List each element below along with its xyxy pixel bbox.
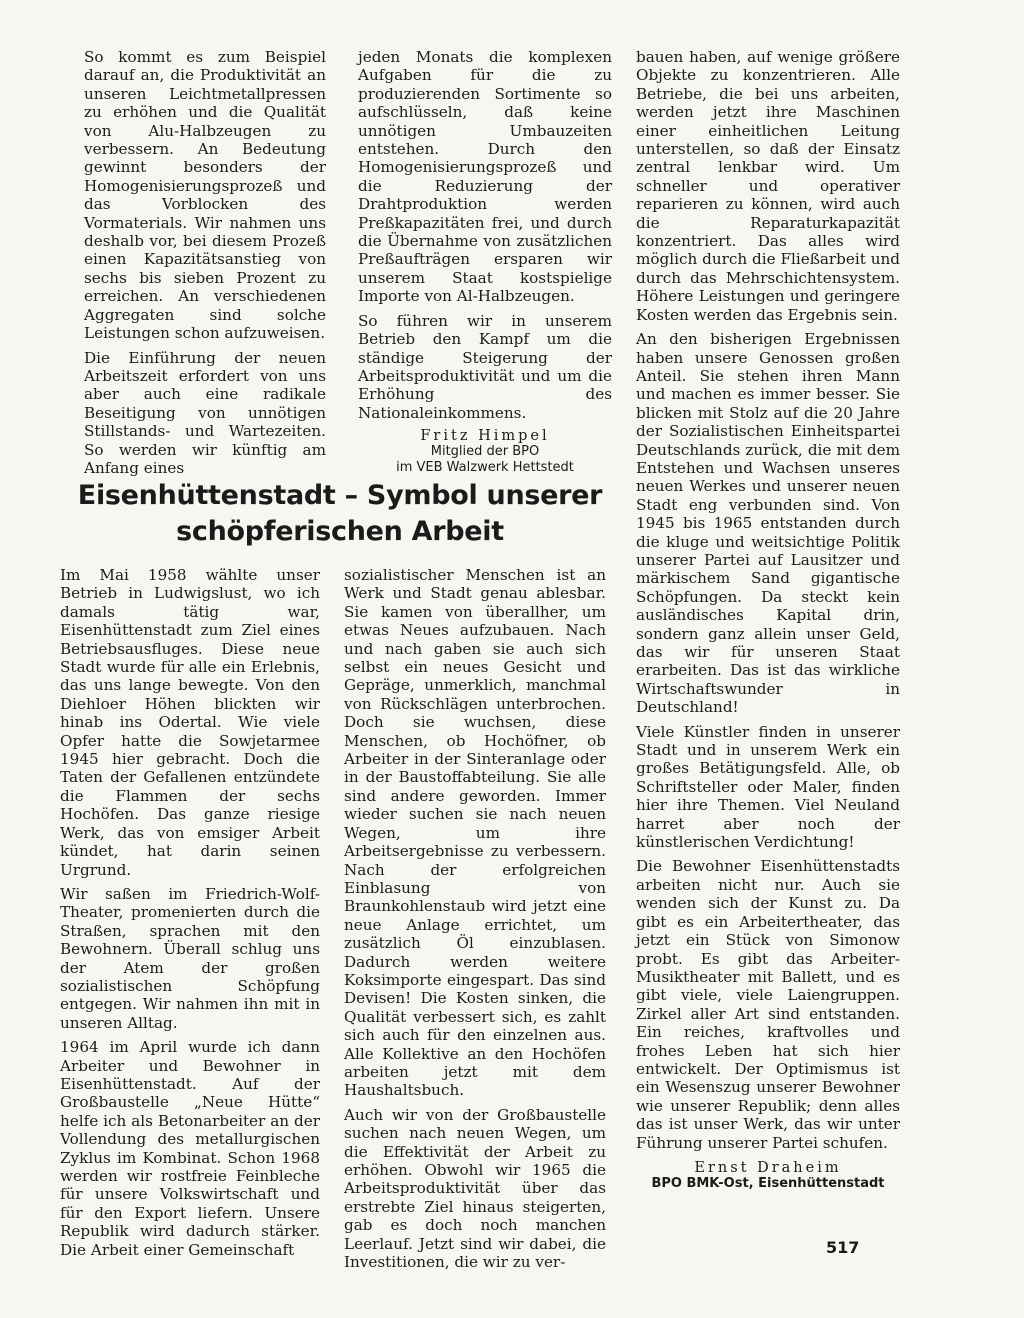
author-name: Ernst Draheim bbox=[694, 1159, 842, 1176]
paragraph: sozialistischer Menschen ist an Werk und Stadt genau ablesbar. Sie kamen von überallher, um etwas Neues aufzubauen. Nach und nach gaben sie auch sich selbst ein neues Gesicht und Gepräge, unmerklich, manchmal von Rückschlägen unterbrochen. Doch sie wuchsen, diese Menschen, ob Hochöfner, ob Arbeiter in der Sinteranlage oder in der Baustoffabteilung. Sie alle sind andere geworden. Immer wieder suchen sie nach neuen Wegen, um ihre Arbeitsergebnisse zu verbessern. Nach der erfolgreichen Einblasung von Braunkohlenstaub wird jetzt eine neue Anlage errichtet, um zusätzlich Öl einzublasen. Dadurch werden weitere Koksimporte eingespart. Das sind Devisen! Die Kosten sinken, die Qualität verbessert sich, es zahlt sich auch für den einzelnen aus. Alle Kollektive an den Hochöfen arbeiten jetzt mit dem Haushaltsbuch. bbox=[344, 566, 606, 1100]
main-article-column-3 bbox=[636, 48, 900, 1192]
paragraph: Im Mai 1958 wählte unser Betrieb in Ludwigslust, wo ich damals tätig war, Eisenhüttenstadt zum Ziel eines Betriebsausfluges. Diese neue Stadt wurde für alle ein Erlebnis, das uns lange bewegte. Von den Diehloer Höhen blickten wir hinab ins Odertal. Wie viele Opfer hatte die Sowjetarmee 1945 hier gebracht. Doch die Taten der Gefallenen entzündete die Flammen der sechs Hochöfen. Das ganze riesige Werk, das von emsiger Arbeit kündet, hat darin seinen Urgrund. bbox=[60, 566, 320, 879]
paragraph: Wir saßen im Friedrich-Wolf-Theater, promenierten durch die Straßen, sprachen mit den Bewohnern. Überall schlug uns der Atem der großen sozialistischen Schöpfung entgegen. Wir nahmen ihn mit in unseren Alltag. bbox=[60, 884, 320, 1032]
author-signature bbox=[636, 1160, 900, 1192]
top-article-column-2 bbox=[358, 48, 612, 476]
paragraph: An den bisherigen Ergebnissen haben unsere Genossen großen Anteil. Sie stehen ihren Mann und machen es immer besser. Sie blicken mit Stolz auf die 20 Jahre der Sozialistischen Einheitspartei Deutschlands zurück, die mit dem Entstehen und Wachsen unseres neuen Werkes und unserer neuen Stadt eng verbunden sind. Von 1945 bis 1965 entstanden durch die kluge und weitsichtige Politik unserer Partei auf Lausitzer und märkischem Sand gigantische Schöpfungen. Da steckt kein ausländisches Kapital drin, sondern ganz allein unser Geld, das wir für unseren Staat erarbeiten. Das ist das wirkliche Wirtschaftswunder in Deutschland! bbox=[636, 330, 900, 717]
paragraph: Viele Künstler finden in unserer Stadt und in unserem Werk ein großes Betätigungsfeld. Alle, ob Schriftsteller oder Maler, finden hier ihre Themen. Viel Neuland harret aber noch der künstlerischen Verdichtung! bbox=[636, 722, 900, 852]
author-name: Fritz Himpel bbox=[420, 428, 550, 445]
paragraph: So führen wir in unserem Betrieb den Kampf um die ständige Steigerung der Arbeitsproduktivität und um die Erhöhung des Nationaleinkommens. bbox=[358, 311, 612, 422]
author-role: Mitglied der BPO bbox=[430, 444, 540, 460]
top-article-column-1 bbox=[84, 48, 326, 483]
paragraph: Die Bewohner Eisenhüttenstadts arbeiten nicht nur. Auch sie wenden sich der Kunst zu. Da gibt es ein Arbeitertheater, das jetzt ein Stück von Simonow probt. Es gibt das Arbeiter-Musiktheater mit Ballett, und es gibt viele, viele Laiengruppen. Zirkel aller Art sind entstanden. Ein reiches, kraftvolles und frohes Leben hat sich hier entwickelt. Der Optimismus ist ein Wesenszug unserer Bewohner wie unserer Republik; denn alles das ist unser Werk, das wir unter Führung unserer Partei schufen. bbox=[636, 857, 900, 1152]
page-number: 517 bbox=[826, 1238, 860, 1257]
main-article-column-1 bbox=[60, 566, 320, 1265]
paragraph: bauen haben, auf wenige größere Objekte zu konzentrieren. Alle Betriebe, die bei uns arbeiten, werden jetzt ihre Maschinen einer einheitlichen Leitung unterstellen, so daß der Einsatz zentral lenkbar wird. Um schneller und operativer reparieren zu können, wird auch die Reparaturkapazität konzentriert. Das alles wird möglich durch die Fließarbeit und durch das Mehrschichtensystem. Höhere Leistungen und geringere Kosten werden das Ergebnis sein. bbox=[636, 48, 900, 324]
author-place: im VEB Walzwerk Hettstedt bbox=[396, 460, 574, 476]
headline-line-2: schöpferischen Arbeit bbox=[176, 516, 504, 547]
paragraph: 1964 im April wurde ich dann Arbeiter und Bewohner in Eisenhüttenstadt. Auf der Großbaustelle „Neue Hütte“ helfe ich als Betonarbeiter an der Vollendung des metallurgischen Zyklus im Kombinat. Schon 1968 werden wir rostfreie Feinbleche für unsere Volkswirtschaft und für den Export liefern. Unsere Republik wird dadurch stärker. Die Arbeit einer Gemeinschaft bbox=[60, 1038, 320, 1259]
article-headline bbox=[60, 478, 620, 550]
headline-line-1: Eisenhüttenstadt – Symbol unserer bbox=[77, 480, 603, 511]
author-signature bbox=[358, 428, 612, 476]
paragraph: So kommt es zum Beispiel darauf an, die Produktivität an unseren Leichtmetallpressen zu erhöhen und die Qualität von Alu-Halbzeugen zu verbessern. An Bedeutung gewinnt besonders der Homogenisierungsprozeß und das Vorblocken des Vormaterials. Wir nahmen uns deshalb vor, bei diesem Prozeß einen Kapazitätsanstieg von sechs bis sieben Prozent zu erreichen. An verschiedenen Aggregaten sind solche Leistungen schon aufzuweisen. bbox=[84, 48, 326, 343]
paragraph: jeden Monats die komplexen Aufgaben für die zu produzierenden Sortimente so aufschlüsseln, daß keine unnötigen Umbauzeiten entstehen. Durch den Homogenisierungsprozeß und die Reduzierung der Drahtproduktion werden Preßkapazitäten frei, und durch die Übernahme von zusätzlichen Preßaufträgen ersparen wir unserem Staat kostspielige Importe von Al-Halbzeugen. bbox=[358, 48, 612, 306]
paragraph: Die Einführung der neuen Arbeitszeit erfordert von uns aber auch eine radikale Beseitigung von unnötigen Stillstands- und Wartezeiten. So werden wir künftig am Anfang eines bbox=[84, 348, 326, 477]
author-place: BPO BMK-Ost, Eisenhüttenstadt bbox=[651, 1175, 885, 1191]
main-article-column-2 bbox=[344, 566, 606, 1277]
paragraph: Auch wir von der Großbaustelle suchen nach neuen Wegen, um die Effektivität der Arbeit zu erhöhen. Obwohl wir 1965 die Arbeitsproduktivität über das erstrebte Ziel hinaus steigerten, gab es doch noch manchen Leerlauf. Jetzt sind wir dabei, die Investitionen, die wir zu ver- bbox=[344, 1105, 606, 1272]
